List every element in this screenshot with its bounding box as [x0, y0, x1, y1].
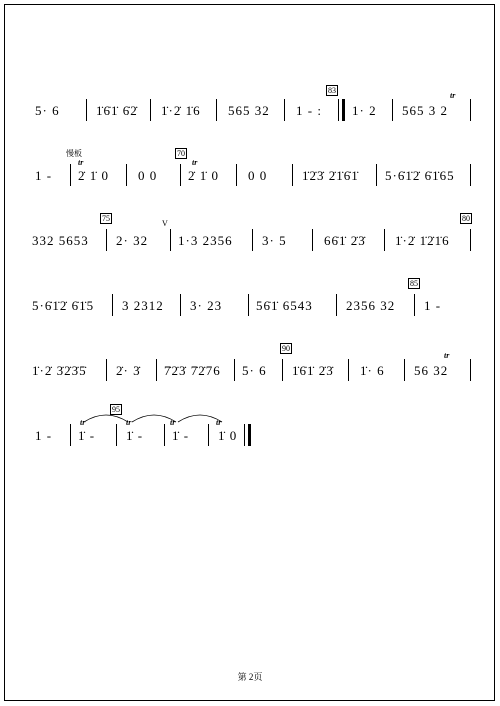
note-group: 5·6̇1̇2̇ 6̇1̇5 [32, 298, 95, 313]
note-group: 332 5653 [32, 233, 89, 248]
note-group: 1· 2 [352, 103, 377, 118]
note-group: 1 - : [296, 103, 322, 118]
staff-row-5 [30, 344, 470, 395]
measure-number: 95 [112, 405, 120, 414]
note-group: 0 0 [248, 168, 268, 183]
trill-mark: tr [170, 418, 176, 427]
note-group: 1·3 2356 [178, 233, 233, 248]
note-group: 5· 6 [242, 363, 267, 378]
trill-mark: tr [450, 91, 456, 100]
note-group: 565 3 2 [402, 103, 448, 118]
trill-mark: tr [216, 418, 222, 427]
measure-number: 85 [410, 279, 418, 288]
trill-mark: tr [126, 418, 132, 427]
note-group: 1̇2̇3̇ 2̇1̇6̇1̇ [302, 168, 359, 183]
measure-number: 75 [102, 214, 110, 223]
note-group: 1̇·2̇ 1̇2̇1̇6 [395, 233, 450, 248]
note-group: 1̇ - [172, 428, 190, 443]
note-group: 1̇ - [126, 428, 144, 443]
measure-number: 90 [282, 344, 290, 353]
staff-row-6 [30, 405, 470, 460]
note-group: 1 - [424, 298, 442, 313]
breath-mark: V [162, 219, 168, 228]
note-group: 1̇· 6 [360, 363, 385, 378]
measure-number: 70 [177, 149, 185, 158]
note-group: 7̇2̇3̇ 7̇2̇76 [164, 363, 221, 378]
note-group: 3 2312 [122, 298, 164, 313]
note-group: 2̇ 1̇ 0 [78, 168, 109, 183]
note-group: 66̇1̇ 2̇3̇ [324, 233, 366, 248]
trill-mark: tr [192, 158, 198, 167]
note-group: 56 32 [414, 363, 449, 378]
note-group: 1̇6̇1̇ 6̇2̇ [96, 103, 138, 118]
note-group: 1̇·2̇ 3̇2̇3̇5̇ [32, 363, 87, 378]
staff-row-1 [30, 86, 470, 135]
note-group: 1 - [35, 168, 53, 183]
note-group: 2̇ 1̇ 0 [188, 168, 219, 183]
note-group: 565 32 [228, 103, 270, 118]
note-group: 1̇·2̇ 1̇6 [161, 103, 201, 118]
note-group: 2356 32 [346, 298, 396, 313]
trill-mark: tr [444, 351, 450, 360]
note-group: 3· 5 [262, 233, 287, 248]
page-footer: 第 2页 [237, 672, 263, 682]
measure-number: 83 [328, 86, 336, 95]
measure-number: 80 [462, 214, 470, 223]
note-group: 2· 32 [116, 233, 149, 248]
note-group: 2̇· 3̇ [116, 363, 141, 378]
staff-row-2 [30, 149, 470, 200]
tempo-mark: 慢板 [66, 149, 82, 158]
note-group: 56̇1̇ 6543 [256, 298, 313, 313]
note-group: 5·6̇1̇2̇ 6̇1̇65 [385, 168, 455, 183]
staff-row-4 [30, 279, 470, 330]
note-group: 5· 6 [35, 103, 60, 118]
tie-arcs [82, 410, 252, 424]
note-group: 1̇ - [78, 428, 96, 443]
note-group: 1̇6̇1̇ 2̇3̇ [292, 363, 334, 378]
trill-mark: tr [80, 418, 86, 427]
note-group: 0 0 [138, 168, 158, 183]
staff-row-3 [30, 214, 470, 265]
note-group: 1 - [35, 428, 53, 443]
note-group: 1̇ 0 [218, 428, 238, 443]
note-group: 3· 23 [190, 298, 223, 313]
trill-mark: tr [78, 158, 84, 167]
